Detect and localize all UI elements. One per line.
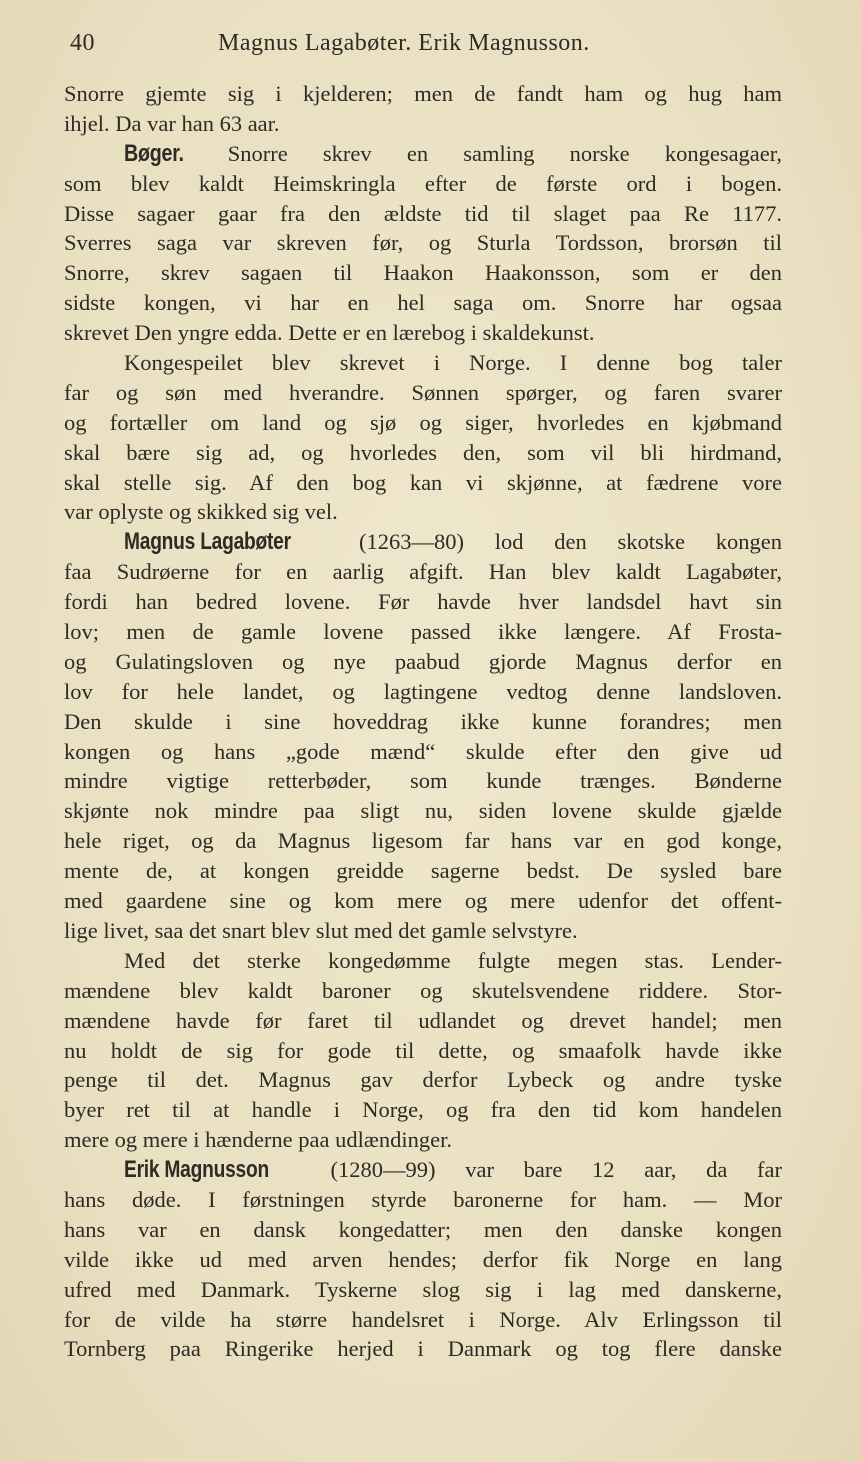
text-line: mændene havde før faret til udlandet og drevet handel; men	[64, 1007, 782, 1033]
text-line: skjønte nok mindre paa sligt nu, siden lovene skulde gjælde	[64, 798, 782, 824]
text-line	[64, 1155, 782, 1185]
section-heading-magnus-lagaboter: Magnus Lagabøter	[124, 528, 291, 556]
text-line: Snorre, skrev sagaen til Haakon Haakonsson, som er den	[64, 260, 782, 286]
text-run: (1280—99) var bare 12 aar, da far	[300, 1157, 782, 1183]
text-line: lige livet, saa det snart blev slut med det gamle selvstyre.	[64, 917, 578, 943]
text-line: Disse sagaer gaar fra den ældste tid til slaget paa Re 1177.	[64, 200, 782, 226]
text-run: (1263—80) lod den skotske kongen	[328, 529, 782, 555]
running-title: Magnus Lagabøter. Erik Magnusson.	[218, 30, 590, 56]
body-text	[64, 79, 782, 1364]
text-line: faa Sudrøerne for en aarlig afgift. Han blev kaldt Lagabøter,	[64, 559, 782, 585]
text-line: byer ret til at handle i Norge, og fra den tid kom handelen	[64, 1097, 782, 1123]
text-line	[64, 139, 782, 169]
text-line: penge til det. Magnus gav derfor Lybeck og andre tyske	[64, 1067, 782, 1093]
page-number: 40	[70, 30, 95, 56]
text-line: mere og mere i hænderne paa udlændinger.	[64, 1127, 453, 1153]
text-line: ihjel. Da var han 63 aar.	[64, 110, 280, 136]
text-line	[64, 527, 782, 557]
text-line: skal stelle sig. Af den bog kan vi skjønne, at fædrene vore	[64, 469, 782, 495]
text-line: skrevet Den yngre edda. Dette er en lærebog i skaldekunst.	[64, 320, 595, 346]
text-line: nu holdt de sig for gode til dette, og smaafolk havde ikke	[64, 1037, 782, 1063]
text-line: lov for hele landet, og lagtingene vedtog denne landsloven.	[64, 678, 782, 704]
text-line: far og søn med hverandre. Sønnen spørger, og faren svarer	[64, 379, 782, 405]
text-line: hans døde. I førstningen styrde baronerne for ham. — Mor	[64, 1186, 782, 1212]
text-line: Kongespeilet blev skrevet i Norge. I denne bog taler	[124, 350, 782, 376]
text-line: fordi han bedred lovene. Før havde hver landsdel havt sin	[64, 589, 782, 615]
page-header	[70, 30, 770, 66]
section-heading-erik-magnusson: Erik Magnusson	[124, 1156, 269, 1184]
text-line: Den skulde i sine hoveddrag ikke kunne forandres; men	[64, 708, 782, 734]
text-line: og Gulatingsloven og nye paabud gjorde Magnus derfor en	[64, 648, 782, 674]
text-line: for de vilde ha større handelsret i Norge. Alv Erlingsson til	[64, 1306, 782, 1332]
text-line: hele riget, og da Magnus ligesom far hans var en god konge,	[64, 828, 782, 854]
text-line: mændene blev kaldt baroner og skutelsvendene riddere. Stor-	[64, 977, 782, 1003]
text-line: vilde ikke ud med arven hendes; derfor fik Norge en lang	[64, 1246, 782, 1272]
text-line: mindre vigtige retterbøder, som kunde trænges. Bønderne	[64, 768, 782, 794]
text-line: Sverres saga var skreven før, og Sturla Tordsson, brorsøn til	[64, 230, 782, 256]
text-line: hans var en dansk kongedatter; men den danske kongen	[64, 1216, 782, 1242]
section-heading-boger: Bøger.	[124, 139, 184, 167]
text-line: var oplyste og skikked sig vel.	[64, 499, 338, 525]
text-line: og fortæller om land og sjø og siger, hvorledes en kjøbmand	[64, 409, 782, 435]
text-line: lov; men de gamle lovene passed ikke længere. Af Frosta-	[64, 619, 782, 645]
text-line: Tornberg paa Ringerike herjed i Danmark og tog flere danske	[64, 1336, 782, 1362]
text-line: Snorre gjemte sig i kjelderen; men de fandt ham og hug ham	[64, 81, 782, 106]
text-line: med gaardene sine og kom mere og mere udenfor det offent-	[64, 888, 782, 914]
text-line: som blev kaldt Heimskringla efter de første ord i bogen.	[64, 170, 782, 196]
text-line: ufred med Danmark. Tyskerne slog sig i lag med danskerne,	[64, 1276, 782, 1302]
text-line: sidste kongen, vi har en hel saga om. Snorre har ogsaa	[64, 290, 782, 316]
text-line: skal bære sig ad, og hvorledes den, som vil bli hirdmand,	[64, 439, 782, 465]
text-line: kongen og hans „gode mænd“ skulde efter den give ud	[64, 738, 782, 764]
text-line: Med det sterke kongedømme fulgte megen stas. Lender-	[124, 947, 782, 973]
text-run: Snorre skrev en samling norske kongesagaer,	[192, 140, 782, 166]
text-line: mente de, at kongen greidde sagerne bedst. De sysled bare	[64, 858, 782, 884]
